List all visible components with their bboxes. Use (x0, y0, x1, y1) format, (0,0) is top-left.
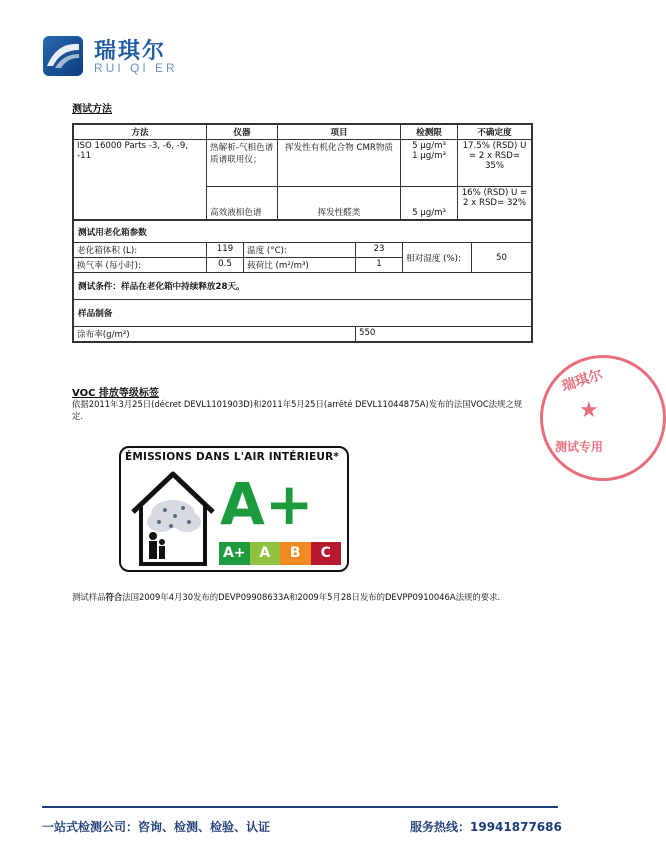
item-cell-1: 挥发性有机化合物 CMR物质 (278, 140, 401, 187)
star-icon: ★ (579, 398, 599, 423)
aging-params-title: 测试用老化箱参数 (74, 221, 532, 243)
conclusion-prefix: 测试样品 (72, 592, 106, 602)
uncertainty-cell-1: 17.5% (RSD) U = 2 x RSD= 35% (458, 140, 532, 187)
conclusion-text (72, 591, 542, 603)
voc-regulation-text: 依据2011年3月25日(décret DEVL1101903D)和2011年5月25日(arrêté DEVL11044875A)发布的法国VOC法规之规定. (72, 399, 523, 421)
limit-value-voc: 5 μg/m³ (412, 141, 446, 151)
column-header-item: 项目 (278, 125, 401, 140)
temperature-label: 温度 (°C): (244, 243, 356, 258)
load-ratio-label: 载荷比 (m²/m³) (244, 258, 356, 273)
test-condition: 测试条件：样品在老化箱中持续释放28天。 (74, 273, 532, 300)
conclusion-rest: 法国2009年4月30发布的DEVP09908633A和2009年5月28日发布的DEVPP0910046A法规的要求. (122, 592, 501, 602)
column-header-instrument: 仪器 (207, 125, 278, 140)
temperature-value: 23 (356, 243, 403, 258)
house-family-icon (129, 470, 217, 566)
company-seal (540, 355, 666, 481)
seal-bottom-text: 测试专用 (555, 440, 604, 454)
limit-cell-2: 5 μg/m³ (401, 187, 458, 220)
instrument-cell-2: 高效液相色谱 (207, 187, 278, 220)
grade-a: A (250, 542, 281, 565)
footer-hotline: 服务热线：19941877686 (410, 820, 562, 834)
air-exchange-label: 换气率 (每小时): (74, 258, 207, 273)
conclusion-bold: 符合 (105, 592, 123, 602)
test-method-table (72, 123, 533, 343)
emission-label-title: ÉMISSIONS DANS L'AIR INTÉRIEUR* (125, 451, 340, 463)
grade-scale (219, 542, 341, 565)
sample-prep-title: 样品制备 (74, 300, 532, 327)
company-logo-icon (43, 36, 83, 76)
emission-grade: A+ (220, 470, 314, 538)
limit-value-cmr: 1 μg/m³ (412, 151, 446, 161)
grade-b: B (280, 542, 311, 565)
coating-rate-value: 550 (356, 327, 532, 342)
seal-top-text: 瑞琪尔 (559, 366, 605, 396)
footer-slogan: 一站式检测公司：咨询、检测、检验、认证 (42, 820, 271, 834)
column-header-uncertainty: 不确定度 (458, 125, 532, 140)
footer-divider (42, 806, 558, 808)
humidity-value: 50 (472, 243, 532, 273)
grade-a-plus: A+ (219, 542, 250, 565)
column-header-limit: 检测限 (401, 125, 458, 140)
emission-label (119, 446, 349, 572)
logo-chinese-name: 瑞琪尔 (94, 39, 167, 64)
coating-rate-label: 涂布率(g/m²) (74, 327, 356, 342)
volume-value: 119 (207, 243, 244, 258)
instrument-cell-1: 热解析-气相色谱质谱联用仪； (207, 140, 278, 187)
air-exchange-value: 0.5 (207, 258, 244, 273)
humidity-label: 相对湿度 (%): (403, 243, 472, 273)
column-header-method: 方法 (74, 125, 207, 140)
voc-label-title: VOC 排放等级标签 (72, 388, 159, 399)
volume-label: 老化箱体积 (L): (74, 243, 207, 258)
logo-english-name: RUI QI ER (94, 61, 178, 75)
test-method-title: 测试方法 (72, 104, 112, 115)
limit-cell-1 (401, 140, 458, 187)
load-ratio-value: 1 (356, 258, 403, 273)
uncertainty-cell-2: 16% (RSD) U = 2 x RSD= 32% (458, 187, 532, 220)
item-cell-2: 挥发性醛类 (278, 187, 401, 220)
method-cell: ISO 16000 Parts -3, -6, -9, -11 (74, 140, 207, 220)
grade-c: C (311, 542, 342, 565)
